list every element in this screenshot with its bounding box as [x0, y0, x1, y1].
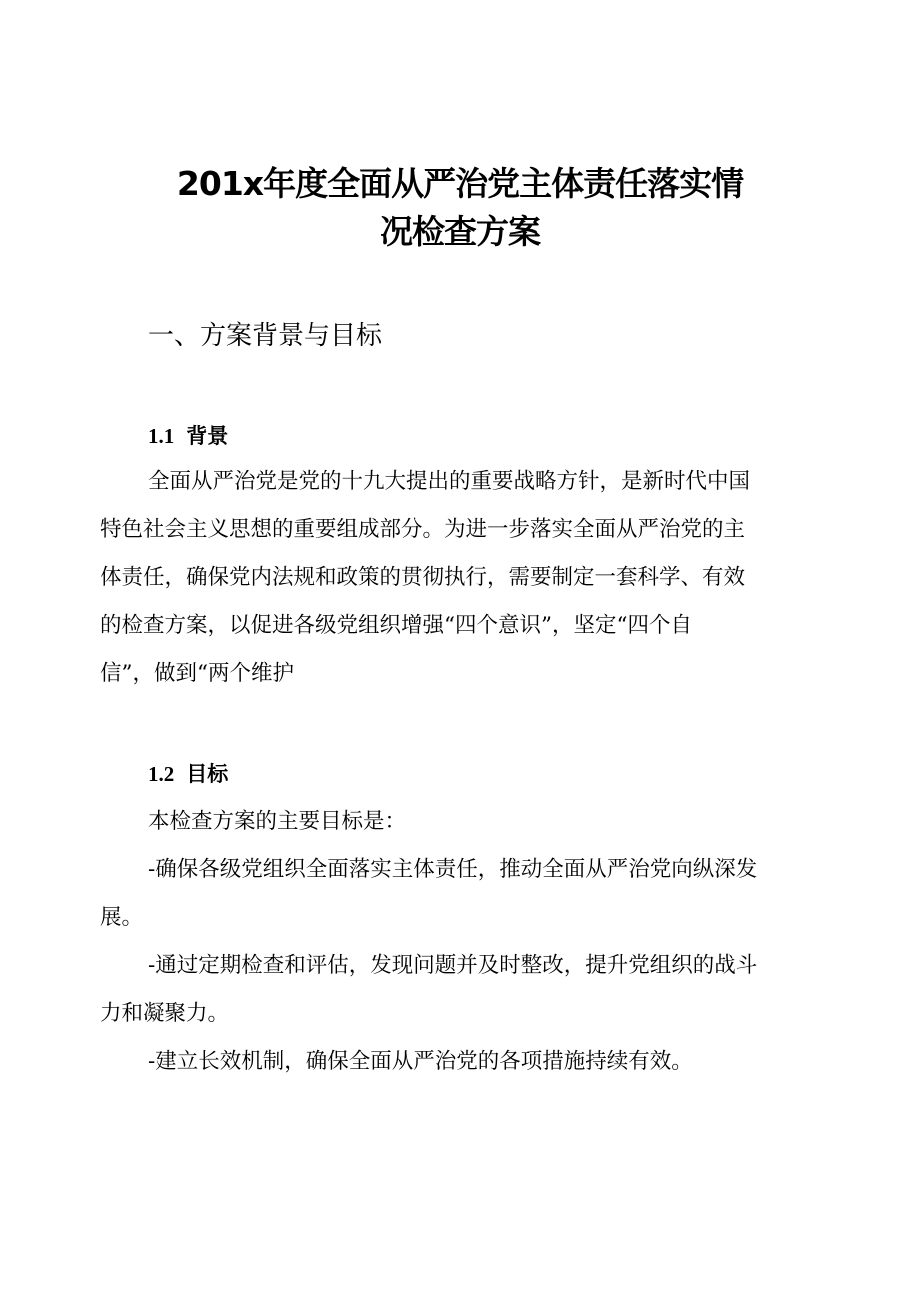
subsection-title: 目标 — [186, 762, 229, 786]
subsection-heading-background — [148, 419, 228, 453]
paragraph-line: 特色社会主义思想的重要组成部分。为进一步落实全面从严治党的主 — [100, 517, 746, 542]
paragraph-line: -通过定期检查和评估，发现问题并及时整改，提升党组织的战斗 — [148, 953, 758, 978]
paragraph-line: 力和凝聚力。 — [100, 1001, 230, 1026]
paragraph-line: 信”，做到“两个维护 — [100, 661, 294, 686]
subsection-heading-goal — [148, 757, 228, 791]
goal-list-item — [100, 846, 820, 942]
paragraph-line: 全面从严治党是党的十九大提出的重要战略方针，是新时代中国 — [148, 469, 751, 494]
paragraph-line: -建立长效机制，确保全面从严治党的各项措施持续有效。 — [148, 1049, 693, 1074]
subsection-number: 1.1 — [148, 424, 175, 448]
paragraph-line: 体责任，确保党内法规和政策的贯彻执行，需要制定一套科学、有效 — [100, 565, 746, 590]
goal-list-item — [100, 942, 820, 1038]
goal-list-item — [100, 1038, 820, 1086]
goal-intro-paragraph — [100, 798, 820, 846]
subsection-number: 1.2 — [148, 762, 175, 786]
section-heading: 一、方案背景与目标 — [148, 321, 383, 351]
document-title-line-2: 况检查方案 — [380, 212, 540, 251]
subsection-title: 背景 — [186, 424, 229, 448]
document-title-line-1: 201x年度全面从严治党主体责任落实情 — [176, 164, 744, 203]
paragraph-line: 本检查方案的主要目标是： — [148, 809, 407, 834]
paragraph-line: -确保各级党组织全面落实主体责任，推动全面从严治党向纵深发 — [148, 857, 758, 882]
background-paragraph — [100, 458, 820, 698]
paragraph-line: 的检查方案，以促进各级党组织增强“四个意识”，坚定“四个自 — [100, 613, 692, 638]
paragraph-line: 展。 — [100, 905, 144, 930]
